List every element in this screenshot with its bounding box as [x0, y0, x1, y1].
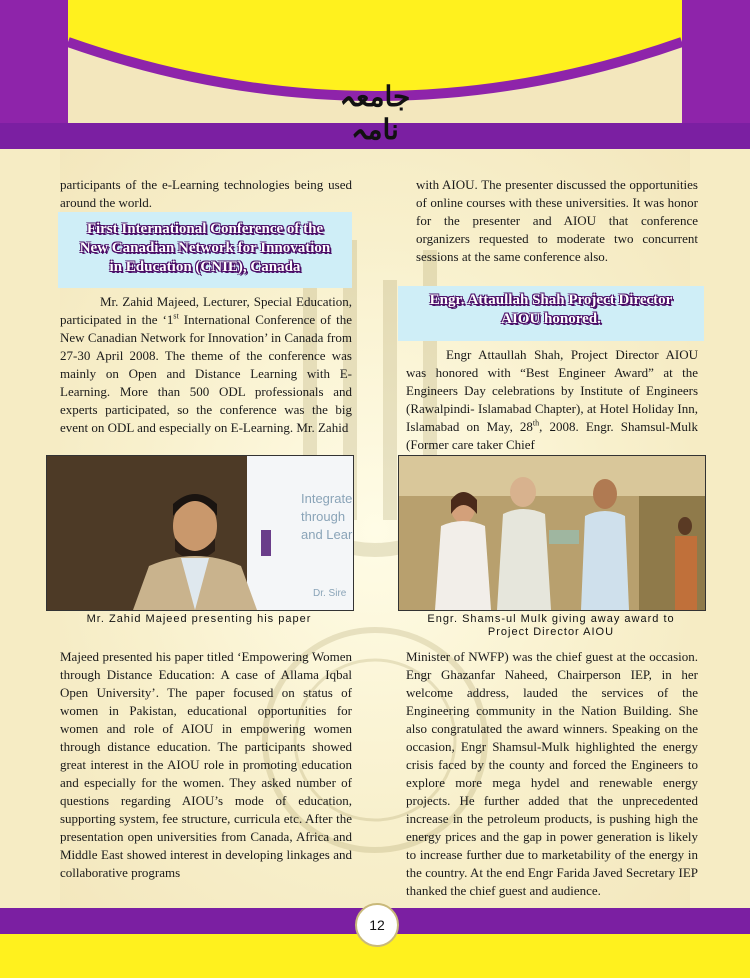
- header-right-stripe: [682, 0, 750, 126]
- left-paragraph-1: [60, 293, 352, 437]
- left-headline-line-1: First International Conference of the: [86, 221, 324, 237]
- header-left-stripe: [0, 0, 68, 126]
- page-number: 12: [355, 903, 399, 947]
- slide-line-3: and Lear: [301, 527, 353, 542]
- photo-zahid-majeed: [46, 455, 354, 611]
- right-para1-text-b: , 2008. Engr. Shamsul-Mulk (Former care taker Chief: [406, 419, 698, 452]
- right-para1-sup: th: [532, 418, 540, 428]
- right-paragraph-2: Minister of NWFP) was the chief guest at the occasion. Engr Ghazanfar Naheed, Chairperson IEP, in her welcome address, lauded the services of the Engineering community in the Nation Building. She also congratulated the award winners. Speaking on the occasion, Engr Shamsul-Mulk highlighted the energy crisis faced by the county and forced the Engineers to explore more mega hydel and renewable energy projects. He further added that the unprecedented increase in the petroleum products, is pushing high the energy prices and the gap in power generation is likely to increase further due to marketability of the energy in the country. At the end Engr Farida Javed Secretary IEP thanked the chief guest and audience.: [406, 649, 698, 898]
- slide-footer: Dr. Sire: [313, 588, 347, 599]
- slide-line-2: through: [301, 509, 346, 524]
- slide-line-1: Integrate: [301, 491, 353, 506]
- photo-award-ceremony: [398, 455, 706, 611]
- page-header: [0, 0, 750, 150]
- masthead-title: جامعہ نامہ: [339, 80, 411, 146]
- left-para1-sup: st: [173, 311, 179, 321]
- right-paragraph-1: [406, 346, 698, 454]
- right-photo-caption: [398, 613, 704, 639]
- left-photo-caption: Mr. Zahid Majeed presenting his paper: [86, 613, 312, 625]
- left-top-text: participants of the e-Learning technologies being used around the world.: [60, 177, 352, 210]
- right-headline-line-1: Engr. Attaullah Shah Project Director: [429, 292, 673, 308]
- award-photo-illustration: [399, 456, 705, 610]
- left-headline-line-3: in Education (CNIE), Canada: [109, 259, 301, 275]
- left-headline-line-2: New Canadian Network for Innovation: [79, 240, 331, 256]
- right-headline: [398, 286, 704, 341]
- right-headline-line-2: AIOU honored.: [501, 311, 601, 327]
- left-para1-text-a: Mr. Zahid Majeed, Lecturer, Special Education, participated in the ‘1: [60, 294, 352, 327]
- right-caption-line-1: Engr. Shams-ul Mulk giving away award to: [427, 613, 675, 625]
- right-caption-line-2: Project Director AIOU: [487, 626, 615, 638]
- slide-text: [301, 490, 352, 544]
- left-para1-text-b: International Conference of the New Canadian Network for Innovation’ in Canada from 27-30 April 2008. The theme of the conference was mainly on Open and Distance Learning with E-Learning. More than 500 ODL professionals and experts participated, so the conference was the big event on ODL and especially on E-Learning. Mr. Zahid: [60, 312, 352, 435]
- left-paragraph-2: Majeed presented his paper titled ‘Empowering Women through Distance Education: A case of Allama Iqbal Open University’. The paper focused on status of women in Pakistan, educational opportunities for women and role of AIOU in empowering women through distance education. The participants showed great interest in the AIOU role in promoting education and especially for the women. They asked number of questions regarding AIOU’s mode of education, supporting system, fee structure, curricula etc. After the presentation open universities from Canada, Africa and Middle East showed interest in developing linkages and collaborative programs: [60, 649, 352, 880]
- right-para1-text-a: Engr Attaullah Shah, Project Director AIOU was honored with “Best Engineer Award” at the Engineers Day celebrations by Institute of Engineers (Rawalpindi- Islamabad Chapter), at Hotel Holiday Inn, Islamabad on May, 28: [406, 347, 698, 434]
- left-headline: [58, 212, 352, 288]
- right-top-text: with AIOU. The presenter discussed the opportunities of online courses with these universities. It was honor for the presenter and AIOU that conference organizers requested to moderate two concurrent sessions at the same conference also.: [416, 177, 698, 264]
